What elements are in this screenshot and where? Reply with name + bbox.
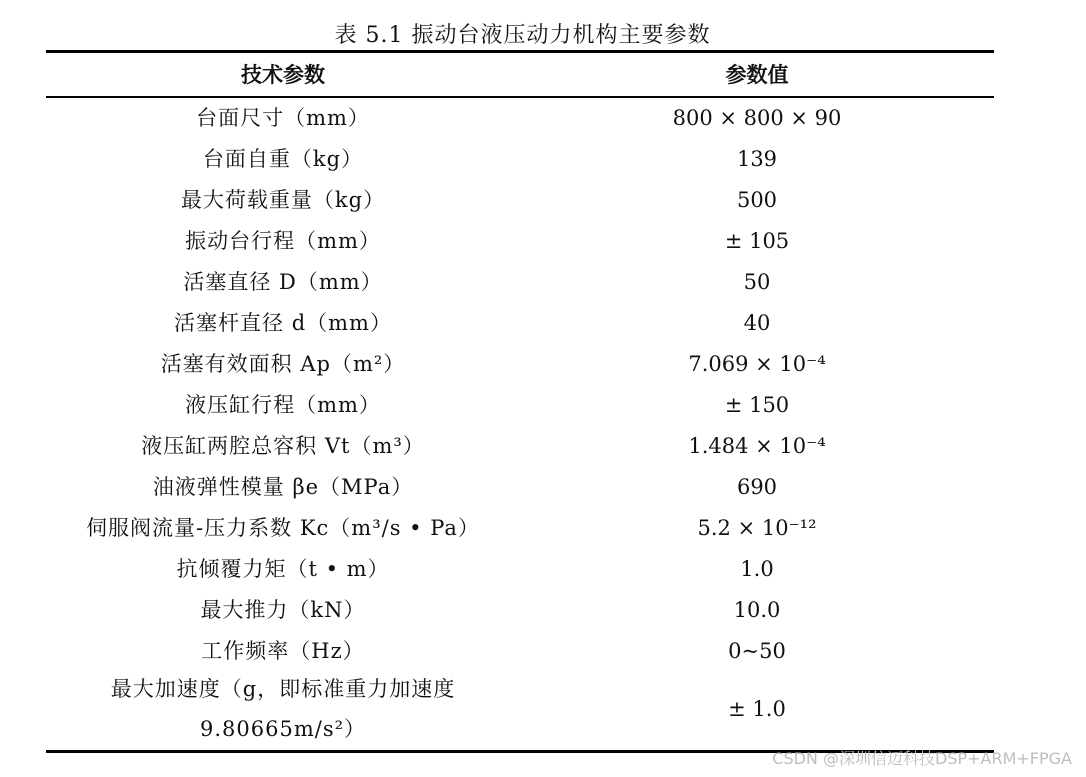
table-row [46, 590, 994, 631]
value-cell: ± 105 [724, 229, 790, 253]
param-cell: 液压缸两腔总容积 Vt（m³） [141, 434, 425, 458]
table-row [46, 549, 994, 590]
table-row [46, 668, 994, 750]
param-cell: 最大荷载重量（kg） [180, 188, 386, 212]
table-row [46, 467, 994, 508]
table-row [46, 262, 994, 303]
param-cell: 油液弹性模量 βe（MPa） [152, 475, 414, 499]
param-cell: 振动台行程（mm） [185, 229, 381, 253]
value-cell: 690 [736, 475, 778, 499]
table-row [46, 385, 994, 426]
param-cell: 最大加速度（g，即标准重力加速度 9.80665m/s²） [110, 677, 456, 741]
value-cell: 1.0 [740, 557, 774, 581]
table-caption: 表 5.1 振动台液压动力机构主要参数 [334, 23, 711, 48]
watermark-text: CSDN @深圳信迈科技DSP+ARM+FPGA [772, 749, 1072, 768]
param-cell: 活塞杆直径 d（mm） [174, 311, 392, 335]
value-cell: ± 150 [724, 393, 790, 417]
value-cell: 0~50 [728, 639, 786, 663]
value-cell: 139 [736, 147, 778, 171]
value-cell: 800 × 800 × 90 [672, 106, 842, 130]
param-cell: 液压缸行程（mm） [185, 393, 381, 417]
table-row [46, 631, 994, 672]
param-cell: 活塞有效面积 Ap（m²） [160, 352, 406, 376]
table-row [46, 303, 994, 344]
value-cell: 10.0 [733, 598, 781, 622]
param-cell: 最大推力（kN） [200, 598, 366, 622]
table-row [46, 426, 994, 467]
top-rule [46, 50, 994, 53]
table-row [46, 98, 994, 139]
param-cell: 工作频率（Hz） [201, 639, 365, 663]
value-cell: ± 1.0 [728, 697, 786, 721]
param-cell: 台面自重（kg） [202, 147, 364, 171]
table-row [46, 139, 994, 180]
value-cell: 40 [743, 311, 771, 335]
header-param: 技术参数 [241, 62, 325, 87]
param-cell: 伺服阀流量-压力系数 Kc（m³/s • Pa） [86, 516, 480, 540]
param-cell: 台面尺寸（mm） [196, 106, 370, 130]
table-row [46, 221, 994, 262]
header-value: 参数值 [725, 62, 789, 87]
value-cell: 1.484 × 10⁻⁴ [688, 434, 826, 458]
value-cell: 500 [736, 188, 778, 212]
table-row [46, 344, 994, 385]
value-cell: 7.069 × 10⁻⁴ [688, 352, 826, 376]
value-cell: 50 [743, 270, 771, 294]
param-cell: 抗倾覆力矩（t • m） [176, 557, 390, 581]
table-row [46, 180, 994, 221]
table-row [46, 508, 994, 549]
param-cell: 活塞直径 D（mm） [183, 270, 383, 294]
value-cell: 5.2 × 10⁻¹² [697, 516, 817, 540]
